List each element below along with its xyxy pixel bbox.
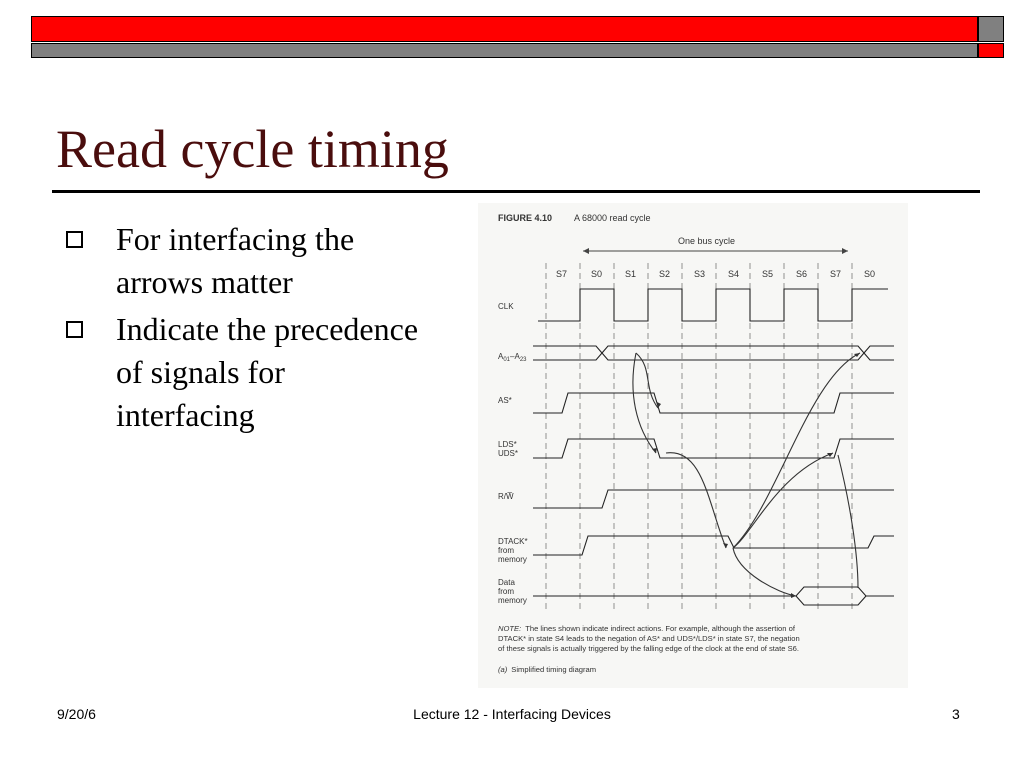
rw-waveform xyxy=(533,490,894,508)
waveforms xyxy=(533,289,894,605)
signal-labels xyxy=(498,302,528,605)
header-bar-gray xyxy=(31,43,978,58)
signal-label-dtack: DTACK* xyxy=(498,537,528,546)
state-label: S6 xyxy=(796,269,808,279)
footer-date: 9/20/6 xyxy=(57,706,96,722)
signal-label-uds: UDS* xyxy=(498,449,519,458)
state-label: S0 xyxy=(864,269,876,279)
svg-text:(a)Simplified timing diagram: (a) Simplified timing diagram xyxy=(498,665,597,674)
footer-page-number: 3 xyxy=(952,706,960,722)
signal-label-data: Data xyxy=(498,578,515,587)
signal-label-rw: R/W̅ xyxy=(498,492,514,501)
state-label: S7 xyxy=(556,269,568,279)
dtack-waveform xyxy=(533,536,894,555)
state-labels xyxy=(556,269,875,279)
square-bullet-icon xyxy=(66,231,83,248)
bullet-list xyxy=(66,218,426,441)
signal-label-address: $A_{01}-A_{23}$ xyxy=(498,352,527,363)
state-label: S1 xyxy=(625,269,637,279)
timing-diagram-figure xyxy=(478,203,908,688)
as-waveform xyxy=(533,393,894,413)
data-waveform xyxy=(533,587,894,596)
signal-label-dtack: from xyxy=(498,546,514,555)
bullet-text: Indicate the precedence of signals for interfacing xyxy=(116,311,419,433)
header-square-red xyxy=(978,43,1004,58)
signal-label-as: AS* xyxy=(498,396,512,405)
figure-caption: A 68000 read cycle xyxy=(574,213,651,223)
state-label: S0 xyxy=(591,269,603,279)
precedence-arrows xyxy=(633,353,860,596)
state-label: S5 xyxy=(762,269,774,279)
signal-label-dtack: memory xyxy=(498,555,527,564)
state-label: S4 xyxy=(728,269,740,279)
bus-cycle-label: One bus cycle xyxy=(678,236,736,246)
signal-label-data: from xyxy=(498,587,514,596)
bullet-item xyxy=(66,218,426,304)
bullet-text: For interfacing the arrows matter xyxy=(116,221,355,300)
square-bullet-icon xyxy=(66,321,83,338)
state-label: S7 xyxy=(830,269,842,279)
address-waveform xyxy=(533,346,602,360)
state-boundaries xyxy=(546,263,852,613)
header-square-gray xyxy=(978,16,1004,42)
signal-label-data: memory xyxy=(498,596,527,605)
slide-title: Read cycle timing xyxy=(56,119,449,179)
signal-label-lds: LDS* xyxy=(498,440,517,449)
arrow-heads xyxy=(652,353,860,598)
svg-text:NOTE:The lines shown indicate: NOTE: The lines shown indicate indirect actions. For example, although the assertion of xyxy=(498,624,795,633)
signal-label-clk: CLK xyxy=(498,302,514,311)
state-label: S3 xyxy=(694,269,706,279)
figure-label: FIGURE 4.10 xyxy=(498,213,553,223)
arrow-head-icon xyxy=(842,248,848,254)
timing-diagram xyxy=(478,203,908,688)
arrow-head-icon xyxy=(583,248,589,254)
svg-text:of these signals is actually t: of these signals is actually triggered by the falling edge of the clock at the end of state S6. xyxy=(498,644,799,653)
state-label: S2 xyxy=(659,269,671,279)
footer-title: Lecture 12 - Interfacing Devices xyxy=(413,706,611,722)
svg-text:DTACK* in state S4 leads to th: DTACK* in state S4 leads to the negation of AS* and UDS*/LDS* in state S7, the negation xyxy=(498,634,800,643)
lds-uds-waveform xyxy=(533,439,894,458)
title-rule xyxy=(52,190,980,193)
figure-note xyxy=(498,624,800,674)
clk-waveform xyxy=(538,289,888,321)
bullet-item xyxy=(66,308,426,437)
header-bar-red xyxy=(31,16,978,42)
